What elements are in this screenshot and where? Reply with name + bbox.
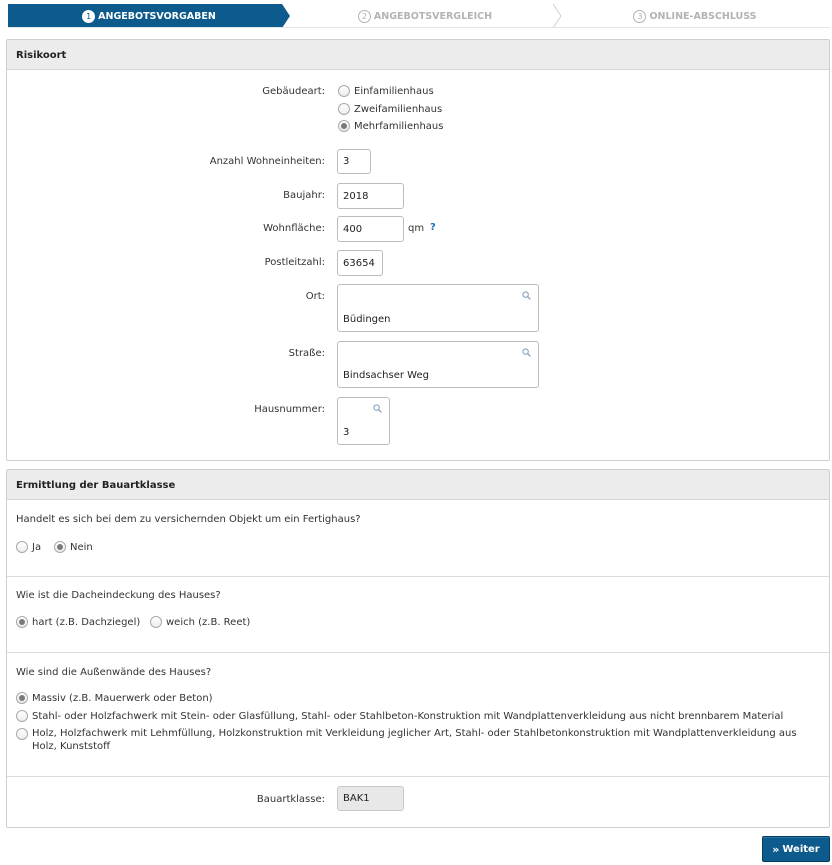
radio-ja[interactable] [16, 541, 41, 553]
radio-circle[interactable] [16, 728, 28, 740]
bauartklasse-panel [6, 469, 830, 828]
help-icon[interactable]: ? [430, 222, 436, 233]
plz-input[interactable]: 63654 [337, 250, 383, 276]
bauartklasse-readonly: BAK1 [337, 786, 404, 811]
radio-holz[interactable] [16, 727, 816, 753]
search-icon[interactable] [522, 291, 531, 300]
search-icon[interactable] [373, 404, 382, 413]
radio-circle-checked[interactable] [338, 120, 350, 132]
strasse-label: Straße: [288, 348, 325, 359]
hausnummer-autocomplete[interactable] [337, 397, 390, 445]
hausnummer-label: Hausnummer: [254, 404, 325, 415]
risikoort-title: Risikoort [7, 40, 829, 70]
step-1-number: 1 [82, 10, 95, 23]
radio-label: hart (z.B. Dachziegel) [32, 616, 141, 628]
radio-mehrfamilienhaus[interactable] [338, 120, 443, 132]
strasse-autocomplete[interactable] [337, 341, 539, 388]
step-3-label: ONLINE-ABSCHLUSS [649, 10, 757, 22]
gebaeudeart-label: Gebäudeart: [262, 86, 325, 97]
ort-value: Büdingen [343, 314, 391, 325]
wohneinheiten-label: Anzahl Wohneinheiten: [209, 156, 325, 167]
radio-label: Einfamilienhaus [354, 85, 434, 97]
search-icon[interactable] [522, 348, 531, 357]
radio-weich[interactable] [150, 616, 250, 628]
wohneinheiten-input[interactable]: 3 [337, 149, 371, 174]
step-2-number: 2 [358, 10, 371, 23]
step-1 [8, 4, 290, 28]
radio-circle[interactable] [150, 616, 162, 628]
radio-label: Nein [70, 541, 93, 553]
ort-autocomplete[interactable] [337, 284, 539, 332]
hausnummer-value: 3 [343, 427, 350, 438]
radio-label: Holz, Holzfachwerk mit Lehmfüllung, Holzkonstruktion mit Verkleidung jeglicher Art, Stahl- oder Stahlbetonkonstruktion mit Wandplattenverkleidung aus Holz, Kunststoff [32, 728, 797, 752]
radio-circle[interactable] [16, 710, 28, 722]
radio-label: Ja [32, 541, 42, 553]
radio-label: Zweifamilienhaus [354, 103, 443, 115]
wohnflaeche-input[interactable]: 400 [337, 216, 404, 242]
baujahr-label: Baujahr: [283, 190, 325, 201]
radio-label: Mehrfamilienhaus [354, 120, 444, 132]
radio-circle[interactable] [16, 541, 28, 553]
step-1-label: ANGEBOTSVORGABEN [98, 10, 216, 22]
radio-circle-checked[interactable] [16, 616, 28, 628]
radio-stahl-holzfachwerk[interactable] [16, 710, 783, 722]
radio-einfamilienhaus[interactable] [338, 85, 434, 97]
progress-stepper [8, 4, 830, 28]
radio-nein[interactable] [54, 541, 93, 553]
divider [7, 652, 829, 653]
step-3-number: 3 [633, 10, 646, 23]
risikoort-panel [6, 39, 830, 461]
baujahr-input[interactable]: 2018 [337, 183, 404, 209]
bauartklasse-label: Bauartklasse: [256, 794, 325, 805]
question-dacheindeckung: Wie ist die Dacheindeckung des Hauses? [16, 590, 221, 601]
divider [7, 576, 829, 577]
weiter-button[interactable] [762, 836, 830, 862]
radio-hart[interactable] [16, 616, 140, 628]
wohnflaeche-label: Wohnfläche: [263, 223, 325, 234]
radio-circle-checked[interactable] [16, 692, 28, 704]
step-3 [560, 4, 830, 28]
ort-label: Ort: [305, 291, 325, 302]
question-fertighaus: Handelt es sich bei dem zu versichernden Objekt um ein Fertighaus? [16, 514, 361, 525]
double-chevron-right-icon: » [772, 842, 780, 856]
radio-label: weich (z.B. Reet) [166, 616, 251, 628]
strasse-value: Bindsachser Weg [343, 370, 429, 381]
weiter-label: Weiter [782, 843, 820, 855]
radio-circle[interactable] [338, 103, 350, 115]
radio-zweifamilienhaus[interactable] [338, 103, 442, 115]
step-2 [290, 4, 560, 28]
question-aussenwaende: Wie sind die Außenwände des Hauses? [16, 667, 212, 678]
radio-label: Stahl- oder Holzfachwerk mit Stein- oder Glasfüllung, Stahl- oder Stahlbeton-Konstruktion mit Wandplattenverkleidung aus nicht brennbarem Material [32, 710, 784, 722]
divider [7, 776, 829, 777]
radio-circle[interactable] [338, 85, 350, 97]
radio-circle-checked[interactable] [54, 541, 66, 553]
radio-massiv[interactable] [16, 692, 213, 704]
step-2-label: ANGEBOTSVERGLEICH [373, 10, 493, 22]
wohnflaeche-unit: qm [408, 223, 425, 234]
radio-label: Massiv (z.B. Mauerwerk oder Beton) [32, 692, 213, 704]
bauartklasse-title: Ermittlung der Bauartklasse [7, 470, 829, 500]
plz-label: Postleitzahl: [264, 257, 325, 268]
